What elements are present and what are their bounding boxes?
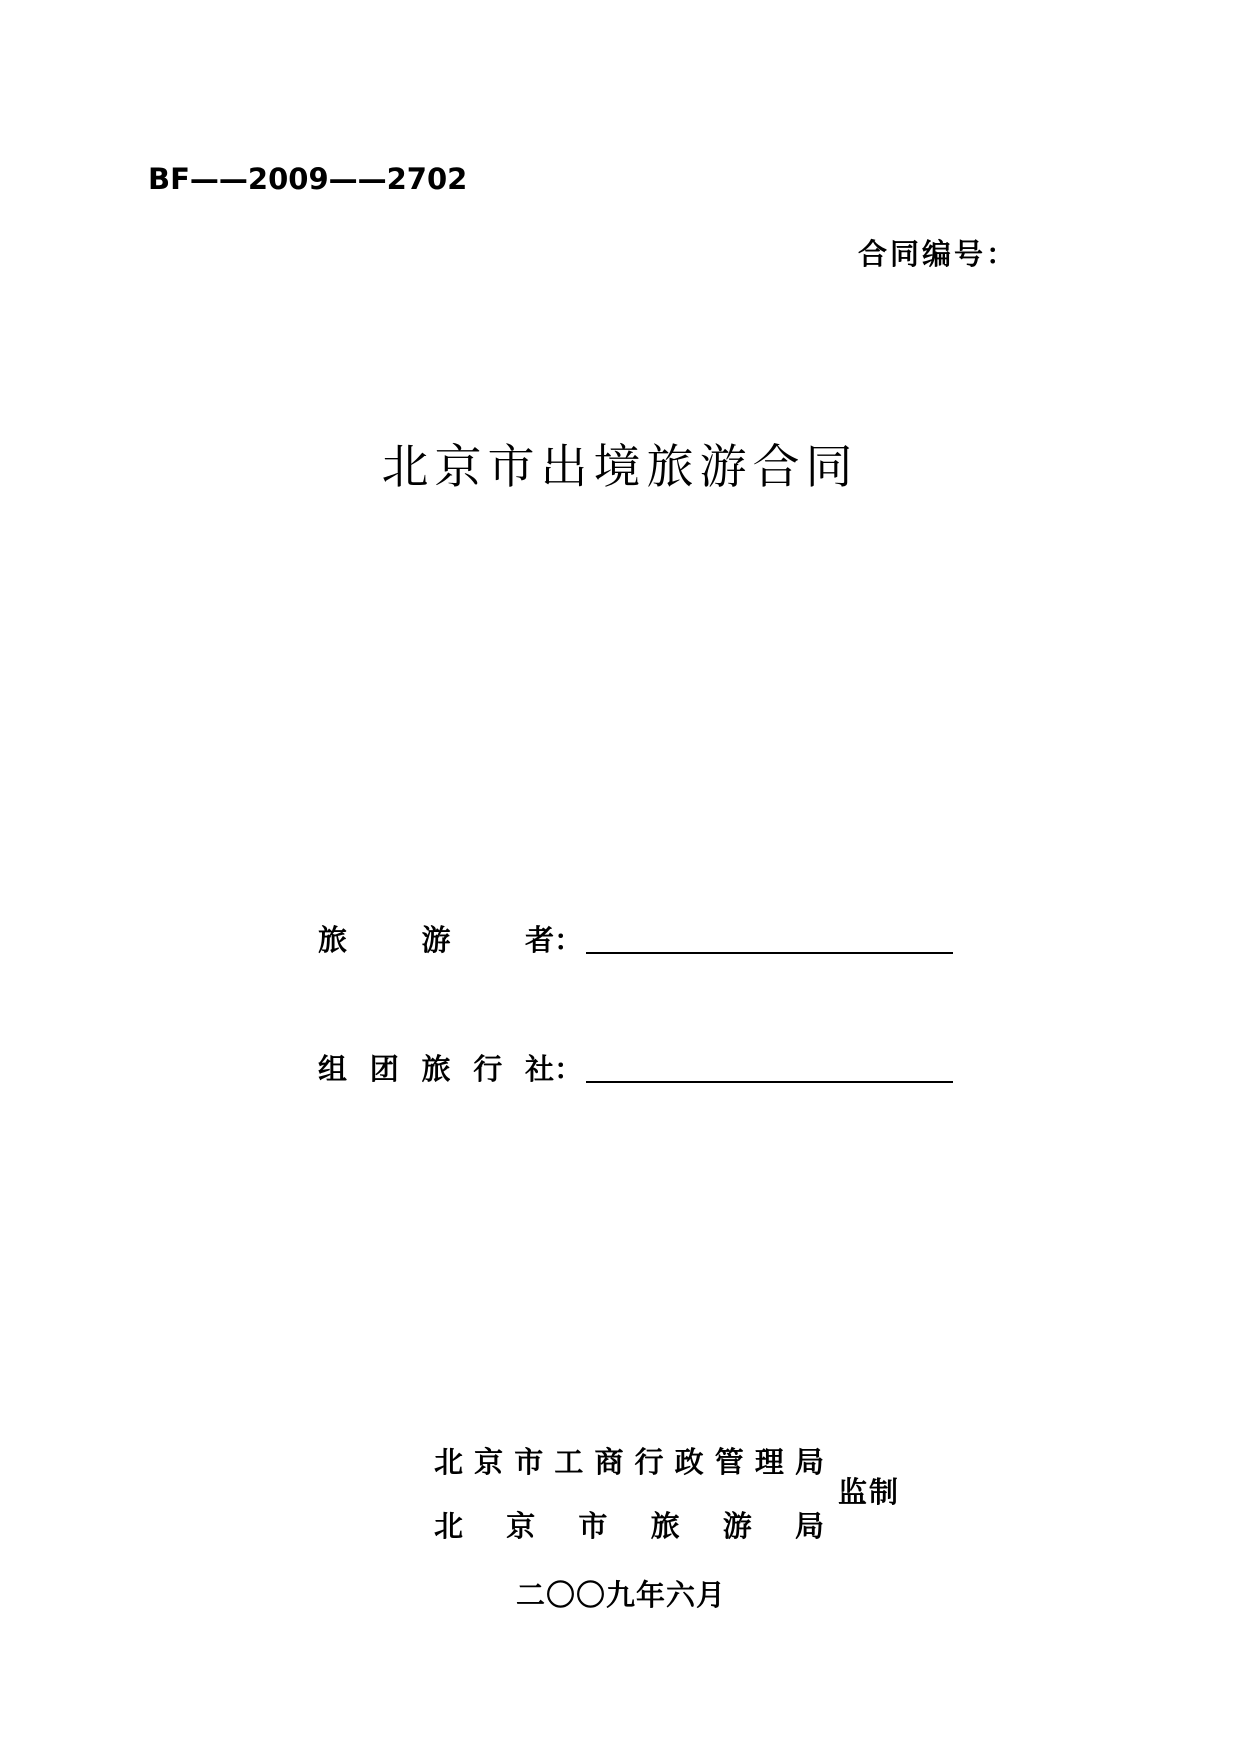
org-char: 政 xyxy=(674,1445,704,1479)
org-char: 行 xyxy=(634,1445,664,1479)
org-char: 商 xyxy=(594,1445,624,1479)
traveler-field xyxy=(318,918,958,958)
agency-label-char: 行 xyxy=(473,1052,503,1086)
org-char: 旅 xyxy=(650,1509,680,1543)
agency-blank-line xyxy=(586,1081,953,1083)
supervisor-org-tourism xyxy=(434,1504,824,1545)
traveler-label-char: 旅 xyxy=(318,923,348,957)
org-char: 理 xyxy=(754,1445,784,1479)
agency-label xyxy=(318,1047,583,1086)
supervisor-org-aic xyxy=(434,1440,824,1481)
org-char: 市 xyxy=(578,1509,608,1543)
org-char: 京 xyxy=(506,1509,536,1543)
org-char: 北 xyxy=(434,1509,464,1543)
org-char: 市 xyxy=(514,1445,544,1479)
traveler-label-char: 者： xyxy=(524,923,583,957)
org-char: 管 xyxy=(714,1445,744,1479)
agency-field xyxy=(318,1047,958,1087)
traveler-label-char: 游 xyxy=(421,923,451,957)
org-char: 局 xyxy=(794,1509,824,1543)
agency-label-char: 组 xyxy=(318,1052,348,1086)
agency-label-char: 旅 xyxy=(421,1052,451,1086)
supervise-label: 监制 xyxy=(838,1475,901,1509)
document-title: 北京市出境旅游合同 xyxy=(381,440,859,495)
org-char: 北 xyxy=(434,1445,464,1479)
standard-code: BF——2009——2702 xyxy=(148,162,468,196)
traveler-blank-line xyxy=(586,952,953,954)
org-char: 游 xyxy=(722,1509,752,1543)
agency-label-char: 团 xyxy=(369,1052,399,1086)
org-char: 京 xyxy=(474,1445,504,1479)
contract-number-label: 合同编号： xyxy=(858,237,1019,271)
org-char: 工 xyxy=(554,1445,584,1479)
org-char: 局 xyxy=(794,1445,824,1479)
traveler-label xyxy=(318,918,583,957)
supervisor-block xyxy=(434,1440,901,1570)
agency-label-char: 社： xyxy=(524,1052,583,1086)
issue-date: 二〇〇九年六月 xyxy=(516,1578,727,1612)
